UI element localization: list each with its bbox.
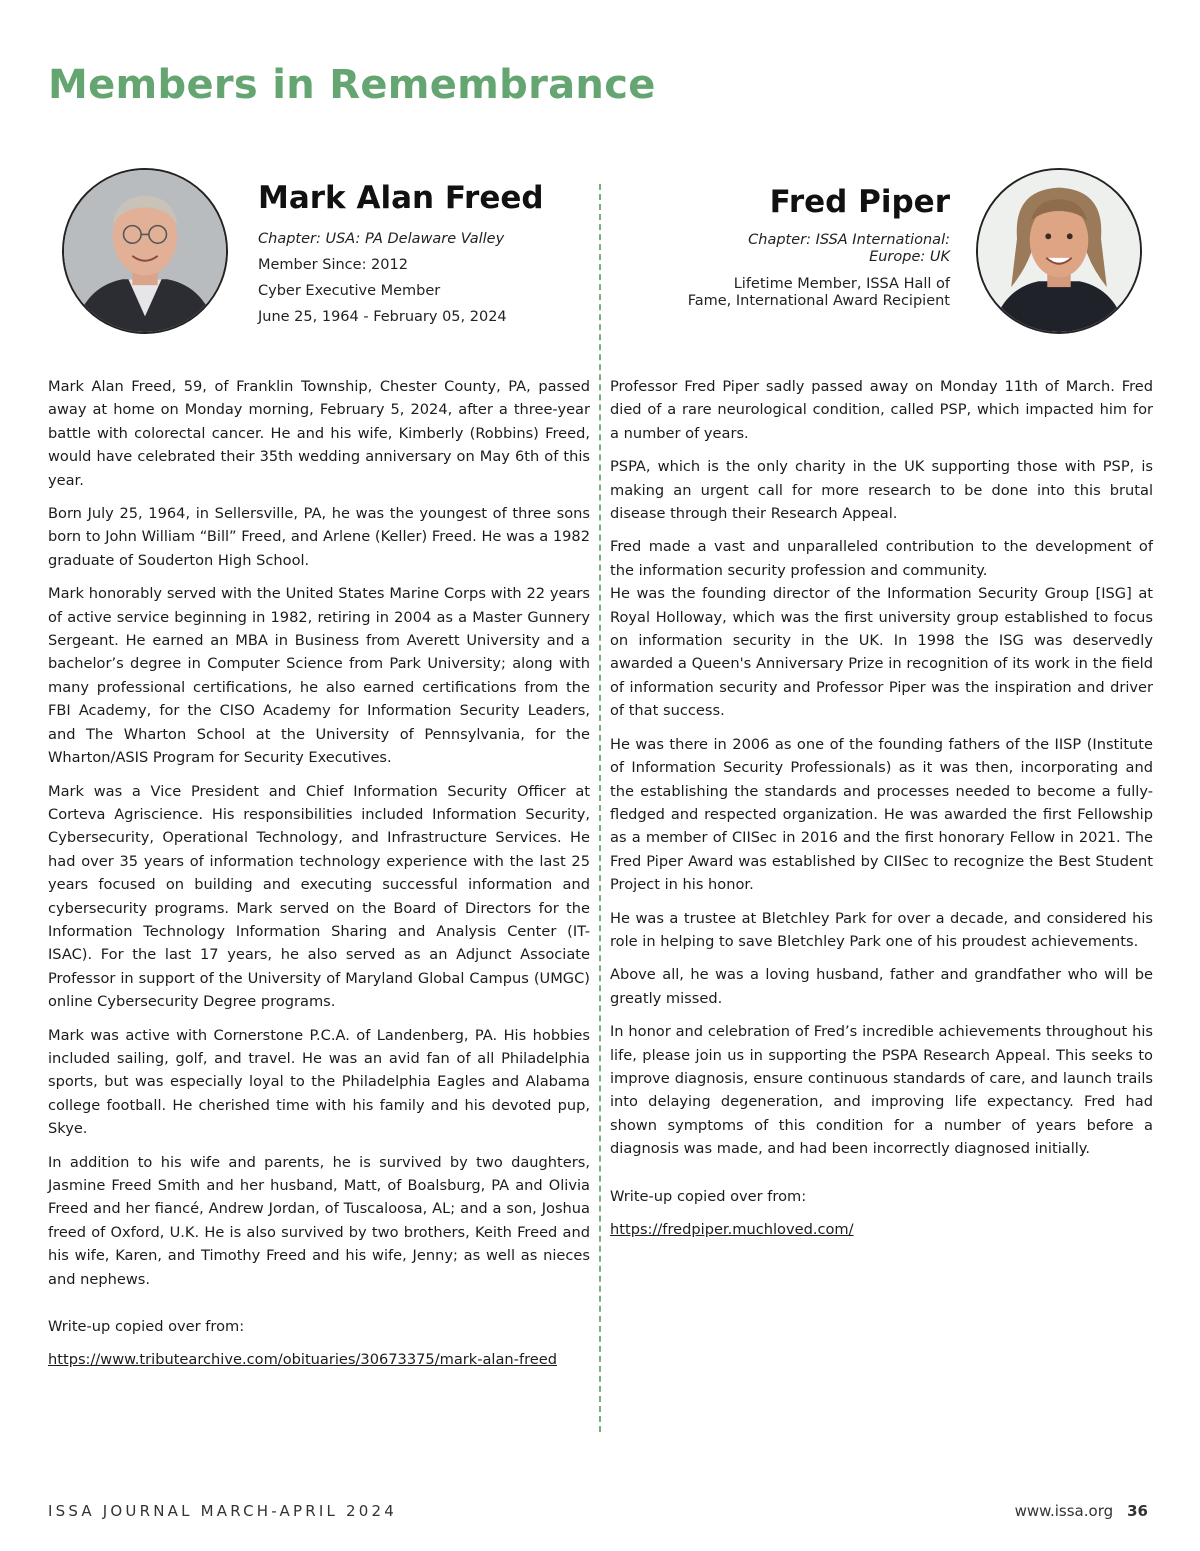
fred-piper-photo [976,168,1142,334]
fred-piper-details [688,232,950,310]
portrait-icon [978,170,1140,332]
fred-piper-name: Fred Piper [769,184,950,220]
column-divider [599,184,601,1432]
fred-piper-honors-line1: Lifetime Member, ISSA Hall of [733,276,950,292]
website-link[interactable]: www.issa.org [1014,1502,1114,1520]
journal-footer: ISSA JOURNAL MARCH-APRIL 2024 [48,1502,397,1520]
mark-freed-member-since: Member Since: 2012 [258,257,408,273]
obituary-paragraph: Mark was active with Cornerstone P.C.A. of Landenberg, PA. His hobbies included sailing, golf, and travel. He was an avid fan of all Philadelphia sports, but was especially loyal to the Philadelphia Eagles and Alabama college football. He cherished time with his family and his devoted pup, Skye. [48,1026,590,1138]
obituary-paragraph: PSPA, which is the only charity in the UK supporting those with PSP, is making an urgent call for more research to be done into this brutal disease through their Research Appeal. [610,458,1153,523]
fred-piper-chapter-region: Europe: UK [869,249,950,265]
obituary-paragraph: Professor Fred Piper sadly passed away on Monday 11th of March. Fred died of a rare neurological condition, called PSP, which impacted him for a number of years. [610,378,1153,442]
obituary-paragraph: In honor and celebration of Fred’s incredible achievements throughout his life, please join us in supporting the PSPA Research Appeal. This seeks to improve diagnosis, ensure continuous standards of care, and launch trails into delaying degeneration, and improving life expectancy. Fred had shown symptoms of this condition for a number of years before a diagnosis was made, and had been incorrectly diagnosed initially. [610,1023,1153,1158]
fred-piper-chapter: Chapter: ISSA International: [748,232,950,248]
mark-freed-membership: Cyber Executive Member [258,283,441,299]
obituary-paragraph: Mark honorably served with the United States Marine Corps with 22 years of active service beginning in 1982, retiring in 2004 as a Master Gunnery Sergeant. He earned an MBA in Business from Averett University and a bachelor’s degree in Computer Science from Park University; along with many professional certifications, he also earned certifications from the FBI Academy, for the CISO Academy for Information Security Leaders, and The Wharton School at the University of Pennsylvania, for the Wharton/ASIS Program for Security Executives. [48,585,590,767]
obituary-paragraph: In addition to his wife and parents, he is survived by two daughters, Jasmine Freed Smith and her husband, Matt, of Boalsburg, PA and Olivia Freed and her fiancé, Andrew Jordan, of Tuscaloosa, AL; and a son, Joshua freed of Oxford, U.K. He is also survived by two brothers, Keith Freed and his wife, Karen, and Timothy Freed and his wife, Jenny; as well as nieces and nephews. [48,1153,590,1288]
obituary-paragraph: Mark was a Vice President and Chief Information Security Officer at Corteva Agriscience. His responsibilities included Information Security, Cybersecurity, Operational Technology, and Infrastructure Services. He had over 35 years of information technology experience with the last 25 years focused on building and executing successful information and cybersecurity programs. Mark served on the Board of Directors for the Information Technology Information Sharing and Analysis Center (IT-ISAC). For the last 17 years, he also served as an Adjunct Associate Professor in support of the University of Maryland Global Campus (UMGC) online Cybersecurity Degree programs. [48,782,590,1011]
source-label: Write-up copied over from: [48,1318,245,1336]
obituary-paragraph: Born July 25, 1964, in Sellersville, PA, he was the youngest of three sons born to John William “Bill” Freed, and Arlene (Keller) Freed. He was a 1982 graduate of Souderton High School. [48,505,590,569]
mark-freed-dates: June 25, 1964 - February 05, 2024 [258,309,507,325]
mark-freed-photo [62,168,228,334]
portrait-icon [64,170,226,332]
page-footer [1015,1502,1148,1520]
fred-piper-obituary [610,375,1153,1251]
obituary-paragraph: Above all, he was a loving husband, father and grandfather who will be greatly missed. [610,966,1153,1007]
source-link[interactable]: https://fredpiper.muchloved.com/ [610,1221,854,1238]
mark-freed-details [258,226,507,330]
obituary-paragraph: He was there in 2006 as one of the founding fathers of the IISP (Institute of Information Security Professionals) as it was then, incorporating and the establishing the standards and processes needed to become a fully-fledged and respected organization. He was awarded the first Fellowship as a member of CIISec in 2016 and the first honorary Fellow in 2021. The Fred Piper Award was established by CIISec to recognize the Best Student Project in his honor. [610,735,1153,894]
page-title: Members in Remembrance [48,62,656,108]
obituary-paragraph: Fred made a vast and unparalleled contribution to the development of the information security profession and community. [610,538,1153,579]
source-link[interactable]: https://www.tributearchive.com/obituaries/30673375/mark-alan-freed [48,1351,557,1369]
obituary-paragraph: He was a trustee at Bletchley Park for over a decade, and considered his role in helping to save Bletchley Park one of his proudest achievements. [610,909,1153,950]
obituary-paragraph: Mark Alan Freed, 59, of Franklin Township, Chester County, PA, passed away at home on Monday morning, February 5, 2024, after a three-year battle with colorectal cancer. He and his wife, Kimberly (Robbins) Freed, would have celebrated their 35th wedding anniversary on May 6th of this year. [48,378,590,489]
page-number: 36 [1127,1502,1148,1520]
source-label: Write-up copied over from: [610,1187,807,1205]
mark-freed-name: Mark Alan Freed [258,180,544,216]
fred-piper-honors-line2: Fame, International Award Recipient [687,293,950,309]
obituary-paragraph: He was the founding director of the Information Security Group [ISG] at Royal Holloway, which was the first university group established to focus on information security in the UK. In 1998 the ISG was deservedly awarded a Queen's Anniversary Prize in recognition of its work in the field of information security and Professor Piper was the inspiration and driver of that success. [610,585,1153,720]
mark-freed-obituary [48,375,590,1382]
mark-freed-chapter: Chapter: USA: PA Delaware Valley [258,231,505,247]
